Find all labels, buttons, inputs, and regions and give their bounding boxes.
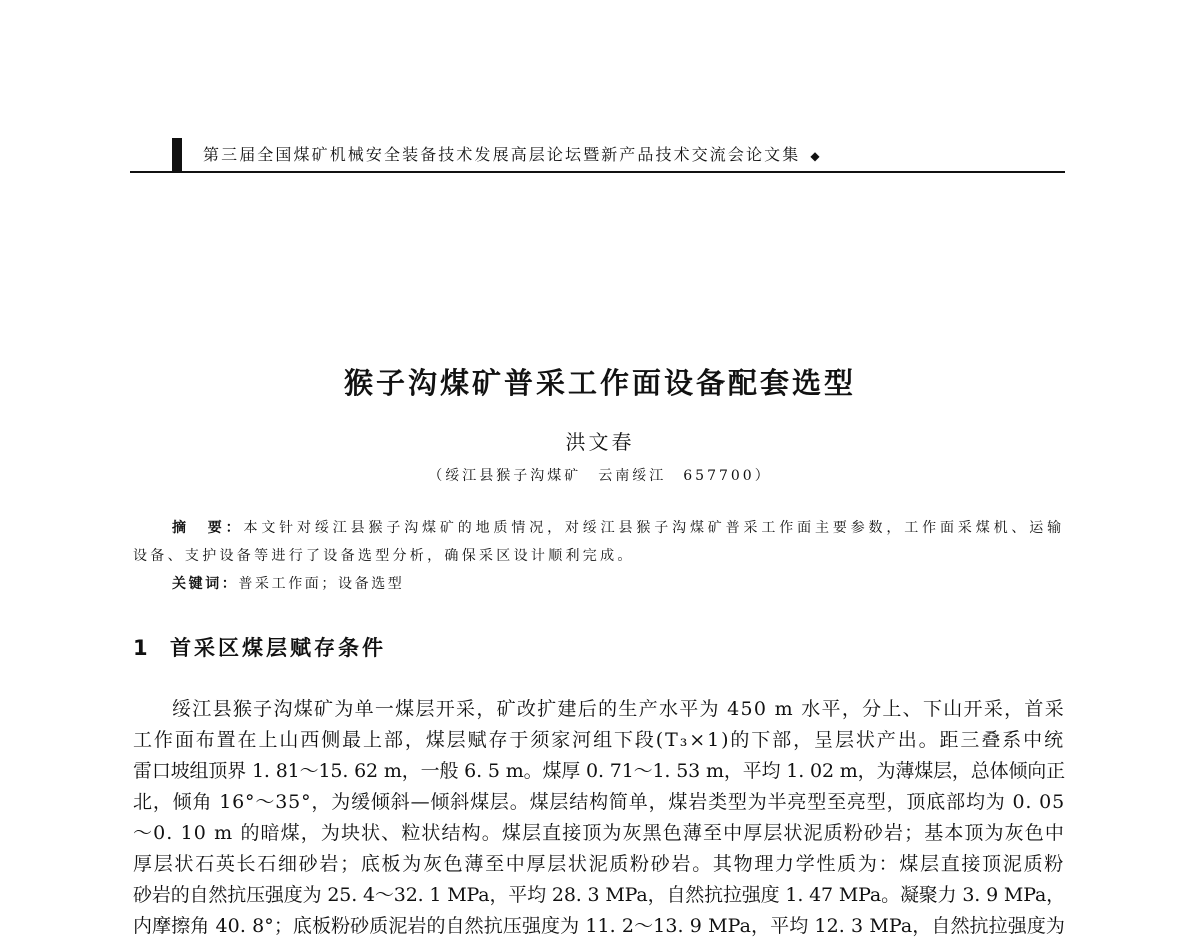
body-line-row <box>133 787 1065 818</box>
body-line-row <box>133 849 1065 880</box>
author-name: 洪文春 <box>565 430 635 454</box>
body-line: 砂岩的自然抗压强度为 25. 4～32. 1 MPa，平均 28. 3 MPa，自然抗拉强度 1. 47 MPa。凝聚力 3. 9 MPa， <box>133 884 1065 906</box>
body-line: 绥江县猴子沟煤矿为单一煤层开采，矿改扩建后的生产水平为 450 m 水平，分上、下山开采，首采 <box>172 698 1065 720</box>
body-line-row <box>133 694 1065 725</box>
author-affiliation: （绥江县猴子沟煤矿 云南绥江 657700） <box>428 468 772 484</box>
body-line: ～0. 10 m 的暗煤，为块状、粒状结构。煤层直接顶为灰黑色薄至中厚层状泥质粉砂岩；基本顶为灰色中 <box>133 822 1065 844</box>
body-line-row <box>133 880 1065 911</box>
keywords-label: 关键词： <box>172 576 239 592</box>
section-heading <box>133 636 386 660</box>
body-line-row <box>133 818 1065 849</box>
keywords-text: 普采工作面；设备选型 <box>238 576 405 592</box>
body-line-row <box>133 725 1065 756</box>
abstract-label: 摘 要： <box>172 520 244 536</box>
abstract-line-1 <box>172 519 1065 537</box>
body-line-row <box>133 756 1065 787</box>
body-line: 内摩擦角 40. 8°；底板粉砂质泥岩的自然抗压强度为 11. 2～13. 9 MPa，平均 12. 3 MPa，自然抗拉强度为 <box>133 915 1065 937</box>
keywords <box>172 575 404 593</box>
abstract-line-2: 设备、支护设备等进行了设备选型分析，确保采区设计顺利完成。 <box>133 548 635 564</box>
header-bar <box>172 138 182 173</box>
section-number: 1 <box>133 636 148 660</box>
paper-title: 猴子沟煤矿普采工作面设备配套选型 <box>343 366 856 400</box>
running-header <box>203 145 822 166</box>
body-line: 北，倾角 16°～35°，为缓倾斜—倾斜煤层。煤层结构简单，煤岩类型为半亮型至亮型，顶底部均为 0. 05 <box>133 791 1065 813</box>
diamond-icon: ◆ <box>810 149 822 163</box>
header-rule <box>130 171 1065 173</box>
body-paragraph <box>133 694 1065 942</box>
body-line-row <box>133 911 1065 942</box>
abstract-text-1: 本文针对绥江县猴子沟煤矿的地质情况，对绥江县猴子沟煤矿普采工作面主要参数，工作面采煤机、运输 <box>243 520 1066 536</box>
section-title: 首采区煤层赋存条件 <box>170 636 386 660</box>
journal-title: 第三届全国煤矿机械安全装备技术发展高层论坛暨新产品技术交流会论文集 <box>203 145 801 164</box>
body-line: 工作面布置在上山西侧最上部，煤层赋存于须家河组下段(T₃×1)的下部，呈层状产出。距三叠系中统 <box>133 729 1065 751</box>
body-line: 雷口坡组顶界 1. 81～15. 62 m，一般 6. 5 m。煤厚 0. 71～1. 53 m，平均 1. 02 m，为薄煤层，总体倾向正 <box>133 760 1065 782</box>
body-line: 厚层状石英长石细砂岩；底板为灰色薄至中厚层状泥质粉砂岩。其物理力学性质为：煤层直接顶泥质粉 <box>133 853 1065 875</box>
